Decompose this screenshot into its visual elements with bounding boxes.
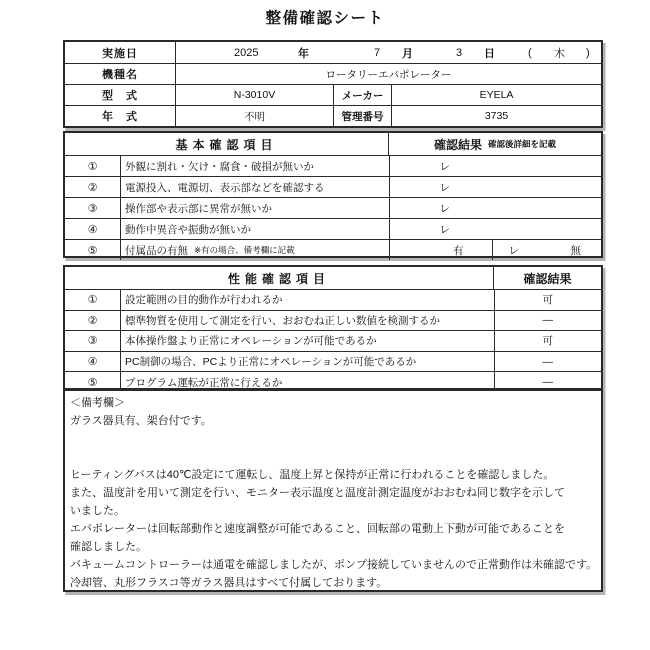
accessories-no-cell	[492, 240, 602, 260]
date-month-suffix: 月	[402, 47, 413, 60]
row-number: ①	[87, 294, 98, 307]
date-label: 実施日	[102, 47, 138, 60]
table-row-date	[65, 42, 601, 63]
maker-value: EYELA	[391, 85, 601, 105]
year-label: 年 式	[102, 111, 138, 123]
remark-line: また、温度計を用いて測定を行い、モニター表示温度と温度計測定温度がおおむね同じ数字を示して	[70, 487, 565, 499]
check-result: ―	[494, 311, 602, 331]
performance-check-row-3	[65, 330, 601, 351]
row-number: ②	[87, 314, 98, 327]
model-name-label: 機種名	[102, 69, 138, 81]
row-number: ③	[87, 202, 98, 215]
row-number: ②	[87, 181, 98, 194]
accessories-checkmark: レ	[508, 244, 519, 257]
page-title: 整備確認シート	[265, 10, 385, 27]
row-number: ⑤	[87, 376, 98, 389]
performance-result-header: 確認結果	[493, 267, 601, 289]
row-number: ⑤	[87, 244, 98, 257]
remarks-heading: ＜備考欄＞	[70, 397, 125, 409]
check-item: 本体操作盤より正常にオペレーションが可能であるか	[120, 331, 494, 351]
performance-check-row-4	[65, 351, 601, 372]
check-result: レ	[389, 198, 602, 218]
check-item-note: ※有の場合、備考欄に記載	[194, 245, 295, 255]
accessories-yes-cell: 有	[389, 240, 492, 260]
basic-check-table	[63, 131, 603, 258]
check-result: 可	[494, 331, 602, 351]
performance-check-title: 性能確認項目	[227, 271, 330, 286]
basic-result-header-note: 確認後詳細を記載	[488, 139, 557, 149]
table-row-year	[65, 105, 601, 126]
remark-line: 冷却管、丸形フラスコ等ガラス器具はすべて付属しております。	[70, 577, 388, 589]
remark-line	[70, 430, 596, 448]
date-year-suffix: 年	[298, 47, 309, 60]
remarks-box	[63, 389, 603, 592]
row-number: ④	[87, 356, 98, 369]
remark-line: エバポレーターは回転部動作と速度調整が可能であること、回転部の電動上下動が可能であることを	[70, 523, 565, 535]
remark-line: 確認しました。	[70, 541, 147, 553]
row-number: ①	[87, 160, 98, 173]
performance-check-table	[63, 265, 603, 390]
check-item: プログラム運転が正常に行えるか	[120, 372, 494, 392]
check-result: 可	[494, 290, 602, 310]
basic-check-row-3	[65, 197, 601, 218]
check-result: ―	[494, 352, 602, 372]
check-item: 標準物質を使用して測定を行い、おおむね正しい数値を検測するか	[120, 311, 494, 331]
row-number: ④	[87, 223, 98, 236]
remark-line: いました。	[70, 505, 125, 517]
basic-result-header-label: 確認結果	[433, 137, 482, 152]
row-number: ③	[87, 335, 98, 348]
performance-check-row-2	[65, 310, 601, 331]
basic-check-row-1	[65, 155, 601, 176]
date-day: 3	[456, 46, 463, 59]
basic-check-row-4	[65, 218, 601, 239]
check-result: レ	[389, 177, 602, 197]
date-weekday: 木	[554, 47, 565, 60]
model-value: N-3010V	[175, 85, 333, 105]
basic-result-header	[388, 133, 601, 155]
equipment-info-table	[63, 40, 603, 128]
check-item: 電源投入、電源切、表示部などを確認する	[120, 177, 389, 197]
check-item: PC制御の場合、PCより正常にオペレーションが可能であるか	[120, 352, 494, 372]
basic-check-title: 基本確認項目	[175, 137, 278, 152]
date-month: 7	[374, 46, 381, 59]
model-name-value: ロータリーエバポレーター	[175, 64, 601, 84]
basic-check-row-2	[65, 176, 601, 197]
performance-check-header	[65, 267, 601, 289]
date-year: 2025	[234, 46, 259, 59]
basic-check-header	[65, 133, 601, 155]
check-result: ―	[494, 372, 602, 392]
table-row-model-name	[65, 63, 601, 84]
control-number-value: 3735	[391, 106, 601, 126]
year-value: 不明	[175, 106, 333, 126]
remark-line: ガラス器具有、架台付です。	[70, 415, 212, 427]
date-day-suffix: 日	[484, 47, 495, 60]
accessories-no-label: 無	[570, 244, 581, 257]
remark-line: ヒーティングバスは40℃設定にて運転し、温度上昇と保持が正常に行われることを確認しました。	[70, 469, 555, 481]
table-row-model	[65, 84, 601, 105]
date-value	[175, 42, 601, 63]
check-result: レ	[389, 219, 602, 239]
check-item	[120, 240, 389, 260]
model-label: 型 式	[102, 90, 138, 102]
remark-line	[70, 448, 596, 466]
check-item-text: 付属品の有無	[125, 244, 188, 257]
remark-line: バキュームコントローラーは通電を確認しましたが、ポンプ接続していませんので正常動作は未確認です。	[70, 559, 598, 571]
check-item: 設定範囲の目的動作が行われるか	[120, 290, 494, 310]
maker-label: メーカー	[333, 85, 391, 105]
control-number-label: 管理番号	[333, 106, 391, 126]
date-paren-close: )	[586, 46, 590, 59]
basic-check-row-5	[65, 239, 601, 260]
date-paren-open: (	[528, 46, 532, 59]
check-item: 外観に割れ・欠け・腐食・破損が無いか	[120, 156, 389, 176]
check-item: 操作部や表示部に異常が無いか	[120, 198, 389, 218]
check-item: 動作中異音や振動が無いか	[120, 219, 389, 239]
performance-check-row-1	[65, 289, 601, 310]
check-result: レ	[389, 156, 602, 176]
